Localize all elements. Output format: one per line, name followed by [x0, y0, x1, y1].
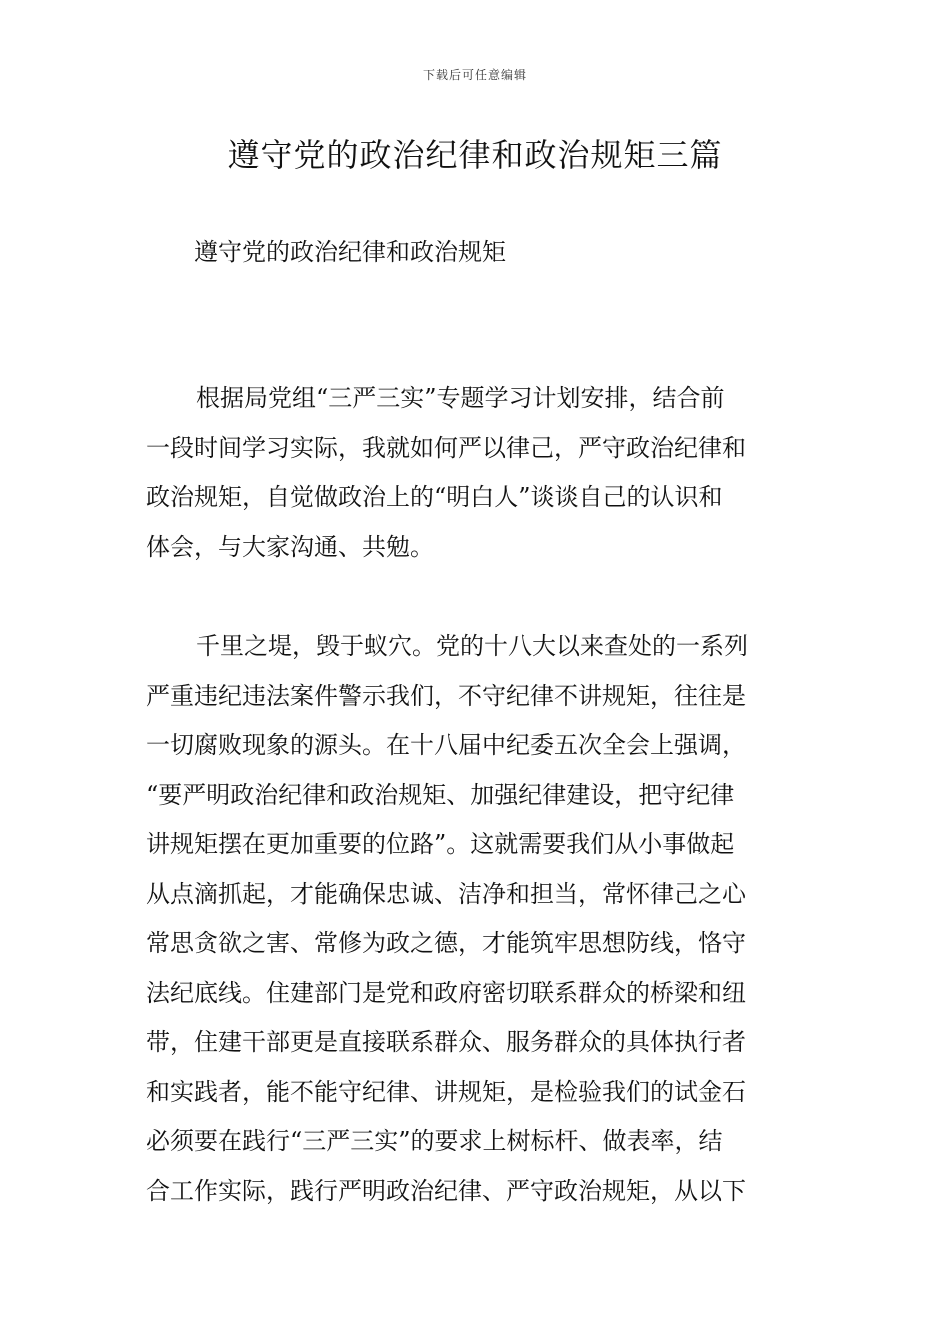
- paragraph-line: 根据局党组“三严三实”专题学习计划安排，结合前: [196, 384, 725, 412]
- paragraph-line: 合工作实际，践行严明政治纪律、严守政治规矩，从以下: [146, 1176, 746, 1205]
- paragraph-line: 法纪底线。住建部门是党和政府密切联系群众的桥梁和纽: [146, 978, 746, 1007]
- paragraph-line: 体会，与大家沟通、共勉。: [146, 532, 434, 561]
- paragraph-line: 必须要在践行“三严三实”的要求上树标杆、做表率，结: [146, 1127, 723, 1155]
- header-note: 下载后可任意编辑: [422, 68, 527, 82]
- paragraph-line: 千里之堤，毁于蚁穴。党的十八大以来查处的一系列: [196, 632, 748, 660]
- paragraph-line: “要严明政治纪律和政治规矩、加强纪律建设，把守纪律: [146, 780, 735, 809]
- paragraph-line: 常思贪欲之害、常修为政之德，才能筑牢思想防线，恪守: [146, 929, 746, 957]
- paragraph-line: 政治规矩，自觉做政治上的“明白人”谈谈自己的认识和: [146, 483, 723, 511]
- document-subtitle: 遵守党的政治纪律和政治规矩: [194, 238, 506, 266]
- paragraph-line: 一段时间学习实际，我就如何严以律己，严守政治纪律和: [146, 433, 746, 462]
- paragraph-line: 一切腐败现象的源头。在十八届中纪委五次全会上强调，: [146, 731, 746, 759]
- paragraph-line: 带，住建干部更是直接联系群众、服务群众的具体执行者: [146, 1028, 746, 1056]
- paragraph-line: 从点滴抓起，才能确保忠诚、洁净和担当，常怀律己之心: [146, 879, 746, 908]
- paragraph-line: 和实践者，能不能守纪律、讲规矩，是检验我们的试金石: [146, 1077, 746, 1106]
- paragraph-line: 讲规矩摆在更加重要的位路”。这就需要我们从小事做起: [146, 830, 735, 858]
- paragraph-line: 严重违纪违法案件警示我们，不守纪律不讲规矩，往往是: [146, 681, 746, 710]
- paragraph-2: [146, 622, 806, 1216]
- paragraph-1: [146, 374, 806, 572]
- document-title: 遵守党的政治纪律和政治规矩三篇: [227, 136, 723, 174]
